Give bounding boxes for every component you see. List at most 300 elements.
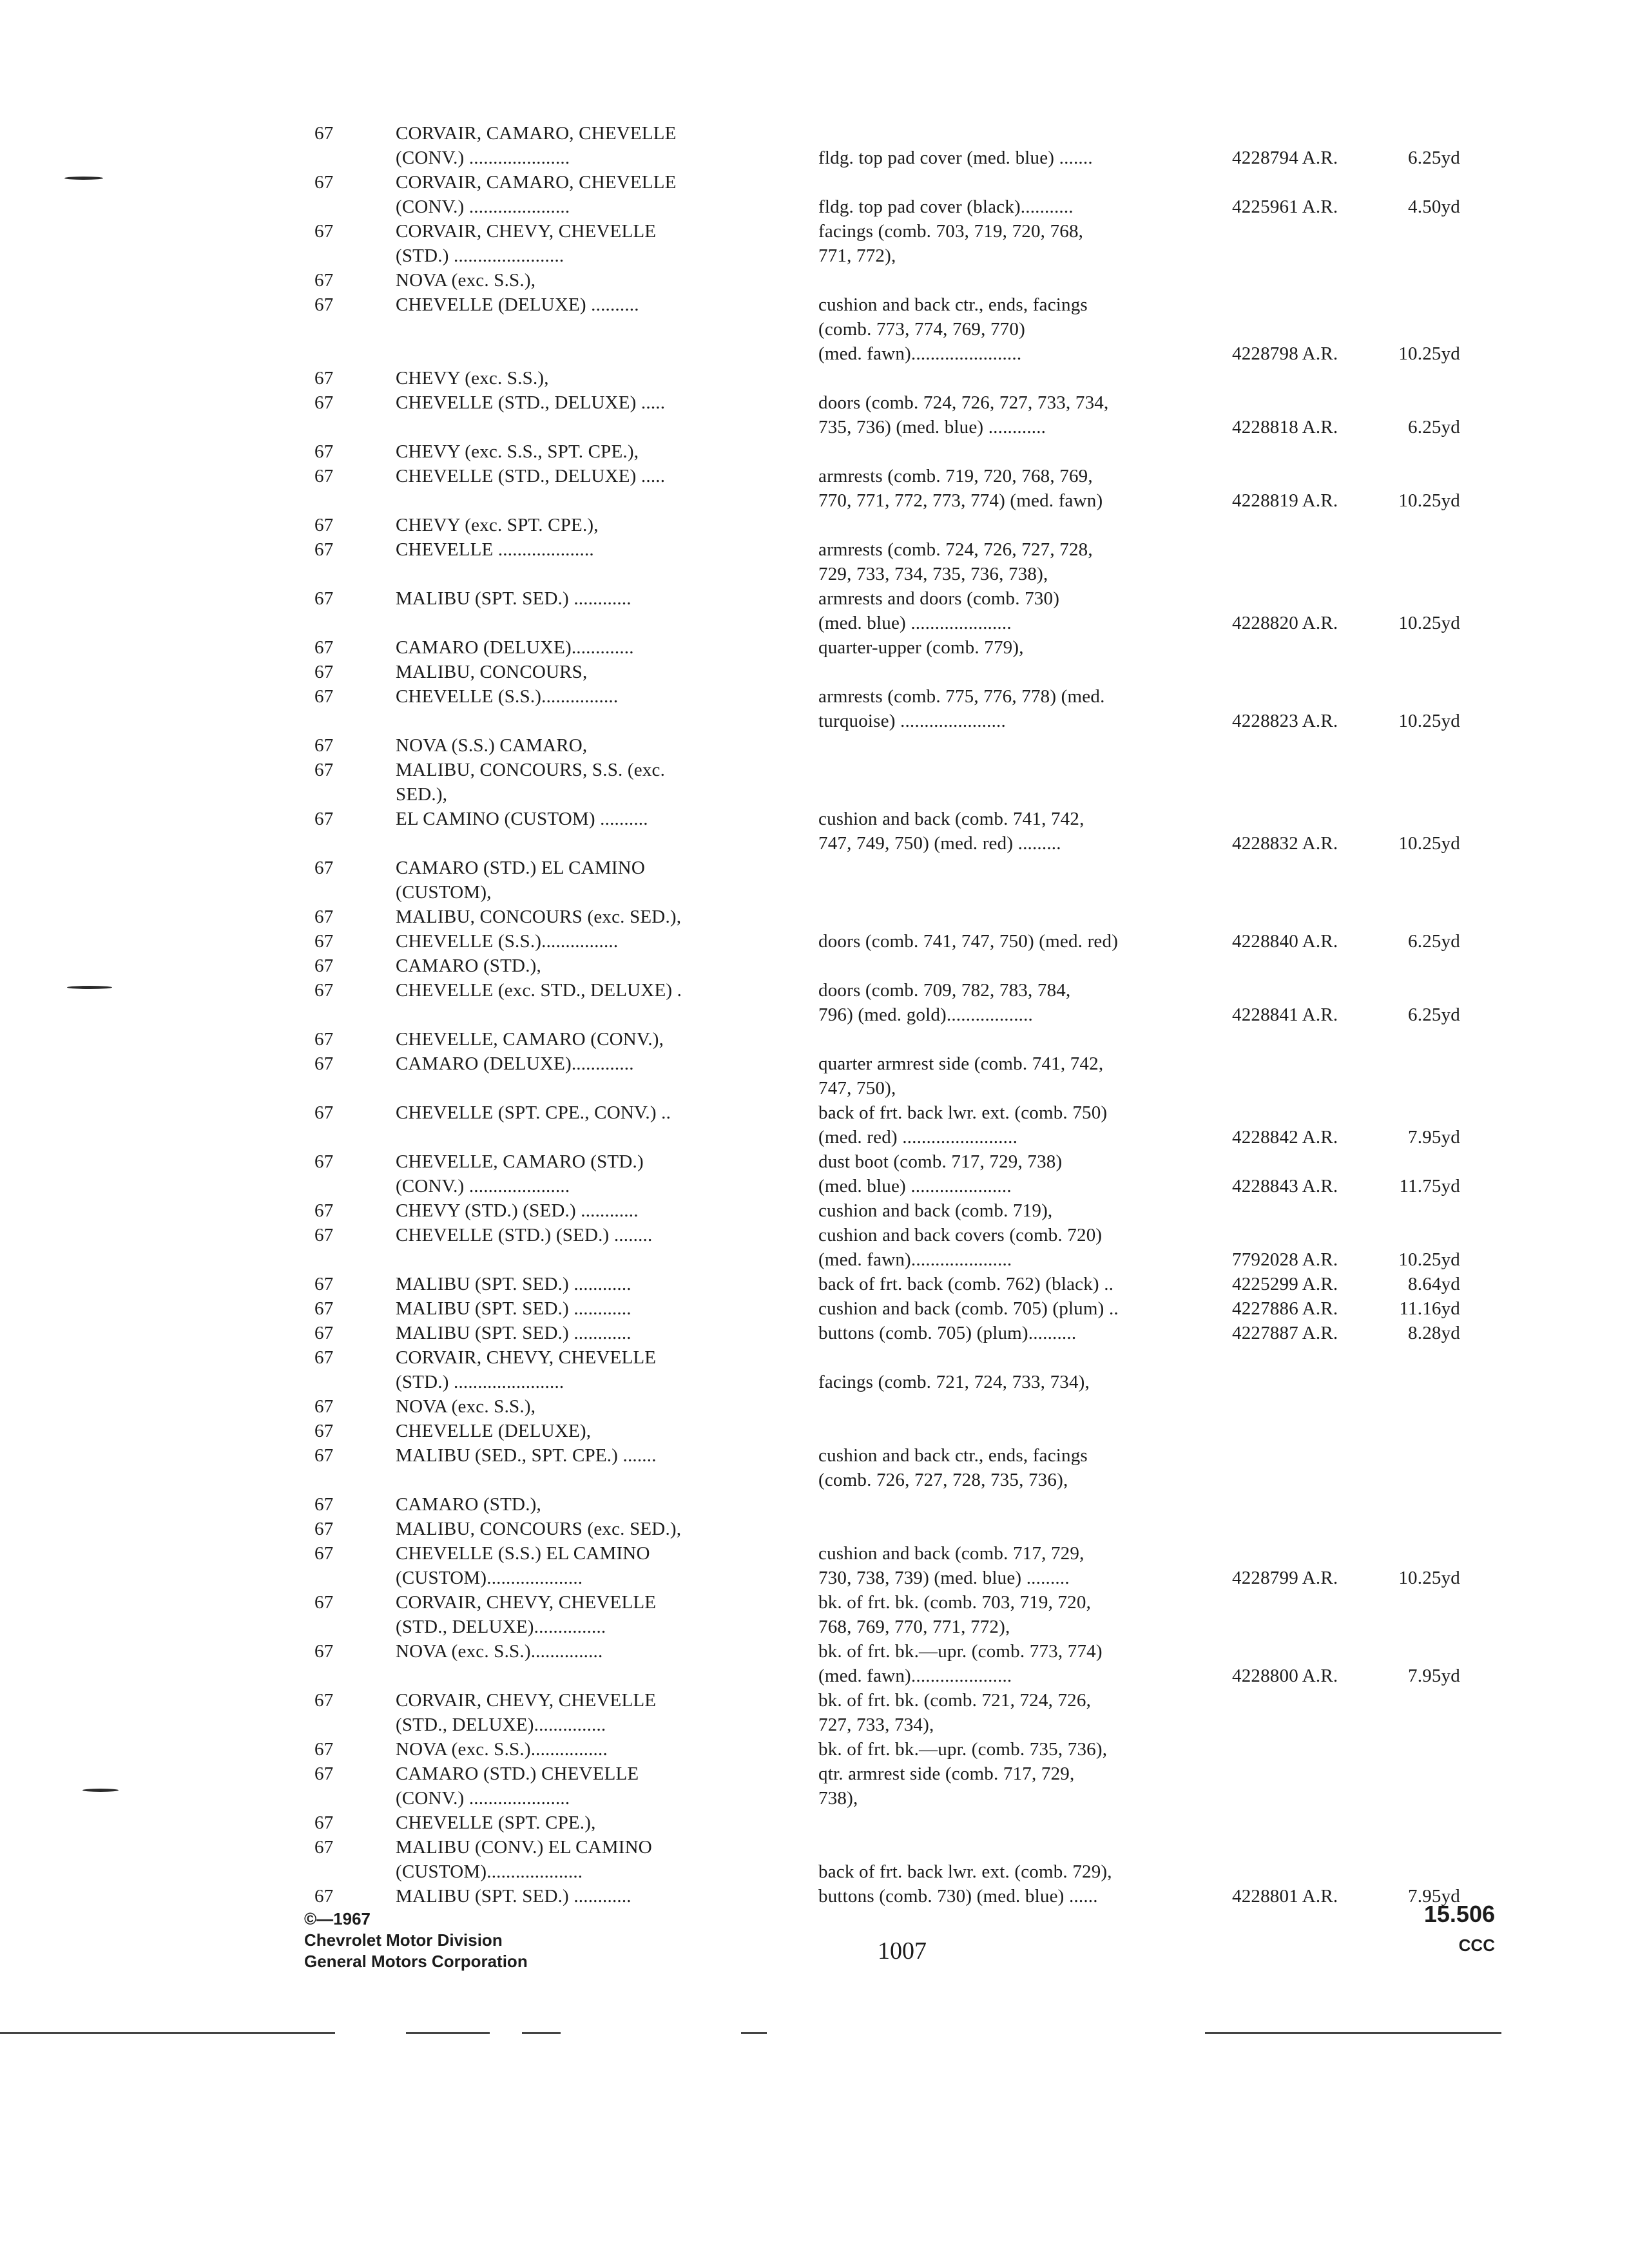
table-row <box>0 586 1629 611</box>
year-cell: 67 <box>314 1323 334 1343</box>
part-number-cell <box>1232 439 1373 464</box>
part-number-cell: 4228841 A.R. <box>1232 1004 1338 1025</box>
model-cell: CAMARO (DELUXE)............. <box>396 637 634 658</box>
part-number-cell <box>1232 1443 1373 1468</box>
table-row <box>0 366 1629 390</box>
model-cell: EL CAMINO (CUSTOM) .......... <box>396 809 648 829</box>
part-number-cell: 4228800 A.R. <box>1232 1666 1338 1686</box>
table-row <box>0 1615 1629 1639</box>
model-cell: CORVAIR, CHEVY, CHEVELLE <box>396 1592 657 1613</box>
year-cell <box>314 1003 353 1027</box>
description-cell: (med. fawn)....................... <box>818 343 1022 364</box>
part-number-cell: 4225299 A.R. <box>1232 1274 1338 1294</box>
model-cell: MALIBU, CONCOURS, <box>396 662 588 682</box>
description-cell: back of frt. back lwr. ext. (comb. 750) <box>818 1102 1108 1123</box>
year-cell: 67 <box>314 368 334 389</box>
quantity-cell <box>1373 905 1460 929</box>
model-cell: (CONV.) ..................... <box>396 1788 570 1809</box>
part-number-cell <box>1232 1615 1373 1639</box>
description-cell <box>818 268 1218 293</box>
year-cell: 67 <box>314 392 334 413</box>
section-code: CCC <box>1458 1936 1495 1955</box>
table-row <box>0 880 1629 905</box>
description-cell: 770, 771, 772, 773, 774) (med. fawn) <box>818 490 1103 511</box>
description-cell: 771, 772), <box>818 245 896 266</box>
table-row <box>0 1517 1629 1541</box>
part-number-cell <box>1232 733 1373 758</box>
table-row <box>0 1713 1629 1737</box>
model-cell: CAMARO (STD.) CHEVELLE <box>396 1763 639 1784</box>
year-cell <box>314 244 353 268</box>
model-cell: CAMARO (STD.), <box>396 956 541 976</box>
model-cell: CHEVELLE (STD., DELUXE) ..... <box>396 392 666 413</box>
year-cell: 67 <box>314 1274 334 1294</box>
quantity-cell <box>1373 954 1460 978</box>
quantity-cell: 7.95yd <box>1408 1666 1460 1686</box>
year-cell: 67 <box>314 1421 334 1441</box>
quantity-cell <box>1373 317 1460 341</box>
year-cell <box>314 1664 353 1688</box>
quantity-cell: 6.25yd <box>1408 417 1460 437</box>
description-cell: (comb. 773, 774, 769, 770) <box>818 319 1025 340</box>
model-cell: (STD., DELUXE)............... <box>396 1715 606 1735</box>
year-cell <box>314 1125 353 1149</box>
part-number-cell <box>1232 1149 1373 1174</box>
table-row <box>0 1468 1629 1492</box>
quantity-cell <box>1373 1443 1460 1468</box>
part-number-cell <box>1232 1492 1373 1517</box>
year-cell <box>314 488 353 513</box>
year-cell <box>314 1247 353 1272</box>
description-cell: 768, 769, 770, 771, 772), <box>818 1617 1010 1637</box>
year-cell: 67 <box>314 1347 334 1368</box>
quantity-cell <box>1373 1517 1460 1541</box>
model-cell: CAMARO (STD.), <box>396 1494 541 1515</box>
description-cell <box>818 1394 1218 1419</box>
table-row <box>0 1664 1629 1688</box>
part-number-cell <box>1232 121 1373 146</box>
year-cell: 67 <box>314 1225 334 1245</box>
part-number-cell: 4228794 A.R. <box>1232 148 1338 168</box>
quantity-cell <box>1373 244 1460 268</box>
quantity-cell: 10.25yd <box>1398 1249 1460 1270</box>
quantity-cell <box>1373 978 1460 1003</box>
model-cell <box>396 317 769 341</box>
quantity-cell <box>1373 464 1460 488</box>
quantity-cell <box>1373 1370 1460 1394</box>
quantity-cell: 10.25yd <box>1398 613 1460 633</box>
part-number-cell: 4227886 A.R. <box>1232 1298 1338 1319</box>
model-cell: (CONV.) ..................... <box>396 197 570 217</box>
part-number-cell <box>1232 1076 1373 1100</box>
description-cell: quarter-upper (comb. 779), <box>818 637 1024 658</box>
quantity-cell: 10.25yd <box>1398 1568 1460 1588</box>
table-row <box>0 831 1629 856</box>
model-cell: CHEVELLE (S.S.) EL CAMINO <box>396 1543 650 1564</box>
description-cell: buttons (comb. 705) (plum).......... <box>818 1323 1077 1343</box>
part-number-cell <box>1232 758 1373 782</box>
quantity-cell <box>1373 1639 1460 1664</box>
page-number: 1007 <box>878 1937 927 1965</box>
table-row <box>0 1590 1629 1615</box>
quantity-cell <box>1373 1786 1460 1811</box>
quantity-cell <box>1373 537 1460 562</box>
description-cell <box>818 1517 1218 1541</box>
part-number-cell <box>1232 1713 1373 1737</box>
part-number-cell <box>1232 293 1373 317</box>
year-cell: 67 <box>314 686 334 707</box>
quantity-cell: 11.75yd <box>1399 1176 1460 1196</box>
part-number-cell <box>1232 244 1373 268</box>
part-number-cell <box>1232 1394 1373 1419</box>
model-cell: (STD.) ....................... <box>396 245 564 266</box>
part-number-cell <box>1232 954 1373 978</box>
model-cell <box>396 488 769 513</box>
part-number-cell <box>1232 880 1373 905</box>
description-cell: (med. fawn)..................... <box>818 1666 1012 1686</box>
model-cell: CHEVELLE, CAMARO (CONV.), <box>396 1029 664 1050</box>
quantity-cell <box>1373 1541 1460 1566</box>
year-cell: 67 <box>314 588 334 609</box>
year-cell: 67 <box>314 1151 334 1172</box>
model-cell: MALIBU (SPT. SED.) ............ <box>396 1274 631 1294</box>
quantity-cell <box>1373 586 1460 611</box>
description-cell: fldg. top pad cover (black)........... <box>818 197 1074 217</box>
part-number-cell <box>1232 782 1373 807</box>
description-cell: 730, 738, 739) (med. blue) ......... <box>818 1568 1070 1588</box>
quantity-cell: 7.95yd <box>1408 1886 1460 1907</box>
quantity-cell: 7.95yd <box>1408 1127 1460 1148</box>
quantity-cell <box>1373 856 1460 880</box>
table-row <box>0 1052 1629 1076</box>
model-cell <box>396 415 769 439</box>
year-cell: 67 <box>314 1200 334 1221</box>
part-number-cell <box>1232 1419 1373 1443</box>
description-cell: back of frt. back lwr. ext. (comb. 729), <box>818 1861 1112 1882</box>
table-row <box>0 1786 1629 1811</box>
quantity-cell <box>1373 1492 1460 1517</box>
table-row <box>0 1443 1629 1468</box>
quantity-cell: 6.25yd <box>1408 931 1460 952</box>
description-cell <box>818 1835 1218 1860</box>
description-cell: bk. of frt. bk. (comb. 703, 719, 720, <box>818 1592 1092 1613</box>
part-number-cell <box>1232 366 1373 390</box>
description-cell <box>818 513 1218 537</box>
part-number-cell: 4228842 A.R. <box>1232 1127 1338 1148</box>
year-cell <box>314 317 353 341</box>
year-cell <box>314 611 353 635</box>
description-cell: cushion and back (comb. 741, 742, <box>818 809 1084 829</box>
model-cell: MALIBU, CONCOURS (exc. SED.), <box>396 907 682 927</box>
year-cell: 67 <box>314 1445 334 1466</box>
model-cell: CHEVELLE, CAMARO (STD.) <box>396 1151 644 1172</box>
part-number-cell <box>1232 562 1373 586</box>
year-cell <box>314 709 353 733</box>
quantity-cell <box>1373 1100 1460 1125</box>
table-row <box>0 439 1629 464</box>
table-row <box>0 1688 1629 1713</box>
table-row <box>0 782 1629 807</box>
model-cell <box>396 1076 769 1100</box>
part-number-cell <box>1232 905 1373 929</box>
table-row <box>0 1125 1629 1149</box>
table-row <box>0 1296 1629 1321</box>
model-cell <box>396 1003 769 1027</box>
table-row <box>0 1860 1629 1884</box>
part-number-cell <box>1232 1835 1373 1860</box>
quantity-cell <box>1373 1419 1460 1443</box>
year-cell: 67 <box>314 1763 334 1784</box>
description-cell: 747, 750), <box>818 1078 896 1099</box>
description-cell: doors (comb. 724, 726, 727, 733, 734, <box>818 392 1109 413</box>
quantity-cell <box>1373 1811 1460 1835</box>
model-cell: CHEVELLE (S.S.)................ <box>396 686 619 707</box>
part-number-cell <box>1232 1762 1373 1786</box>
model-cell: NOVA (exc. S.S.), <box>396 1396 536 1417</box>
table-row <box>0 170 1629 195</box>
year-cell: 67 <box>314 735 334 756</box>
description-cell <box>818 1811 1218 1835</box>
quantity-cell: 10.25yd <box>1398 490 1460 511</box>
quantity-cell <box>1373 121 1460 146</box>
year-cell <box>314 415 353 439</box>
table-row <box>0 1100 1629 1125</box>
model-cell: (CONV.) ..................... <box>396 1176 570 1196</box>
table-row <box>0 562 1629 586</box>
description-cell: (med. blue) ..................... <box>818 1176 1012 1196</box>
quantity-cell <box>1373 170 1460 195</box>
table-row <box>0 415 1629 439</box>
year-cell: 67 <box>314 809 334 829</box>
model-cell: MALIBU, CONCOURS (exc. SED.), <box>396 1519 682 1539</box>
quantity-cell <box>1373 268 1460 293</box>
model-cell: NOVA (exc. S.S.)................ <box>396 1739 608 1760</box>
year-cell: 67 <box>314 1641 334 1662</box>
year-cell: 67 <box>314 662 334 682</box>
quantity-cell <box>1373 1713 1460 1737</box>
quantity-cell <box>1373 1149 1460 1174</box>
quantity-cell <box>1373 733 1460 758</box>
model-cell: (CUSTOM), <box>396 882 492 903</box>
description-cell <box>818 733 1218 758</box>
year-cell: 67 <box>314 1592 334 1613</box>
table-row <box>0 1884 1629 1908</box>
table-row <box>0 121 1629 146</box>
description-cell: bk. of frt. bk.—upr. (comb. 773, 774) <box>818 1641 1103 1662</box>
model-cell: CHEVELLE (DELUXE) .......... <box>396 294 639 315</box>
model-cell: (CONV.) ..................... <box>396 148 570 168</box>
year-cell <box>314 1786 353 1811</box>
table-row <box>0 1247 1629 1272</box>
bottom-rule <box>522 2032 561 2034</box>
model-cell: CHEVY (exc. S.S., SPT. CPE.), <box>396 441 639 462</box>
model-cell: CHEVELLE (SPT. CPE.), <box>396 1812 596 1833</box>
model-cell <box>396 709 769 733</box>
year-cell: 67 <box>314 539 334 560</box>
description-cell: (med. blue) ..................... <box>818 613 1012 633</box>
part-number-cell: 4228819 A.R. <box>1232 490 1338 511</box>
year-cell <box>314 1174 353 1198</box>
year-cell <box>314 1566 353 1590</box>
description-cell <box>818 1419 1218 1443</box>
part-number-cell <box>1232 978 1373 1003</box>
division-line: Chevrolet Motor Division <box>304 1930 503 1950</box>
quantity-cell <box>1373 1737 1460 1762</box>
model-cell: MALIBU (SPT. SED.) ............ <box>396 1886 631 1907</box>
table-row <box>0 1174 1629 1198</box>
description-cell: dust boot (comb. 717, 729, 738) <box>818 1151 1063 1172</box>
part-number-cell <box>1232 390 1373 415</box>
table-row <box>0 1370 1629 1394</box>
table-row <box>0 390 1629 415</box>
description-cell <box>818 366 1218 390</box>
model-cell: CHEVY (STD.) (SED.) ............ <box>396 1200 639 1221</box>
part-number-cell: 4228820 A.R. <box>1232 613 1338 633</box>
model-cell: MALIBU (SED., SPT. CPE.) ....... <box>396 1445 657 1466</box>
description-cell: 735, 736) (med. blue) ............ <box>818 417 1046 437</box>
description-cell <box>818 439 1218 464</box>
table-row <box>0 1394 1629 1419</box>
parts-table <box>0 121 1629 1908</box>
year-cell: 67 <box>314 1837 334 1858</box>
table-row <box>0 1149 1629 1174</box>
copyright-line: ©—1967 <box>304 1909 371 1928</box>
part-number-cell <box>1232 1100 1373 1125</box>
quantity-cell <box>1373 562 1460 586</box>
table-row <box>0 293 1629 317</box>
year-cell <box>314 562 353 586</box>
description-cell: cushion and back ctr., ends, facings <box>818 1445 1088 1466</box>
table-row <box>0 1076 1629 1100</box>
table-row <box>0 1835 1629 1860</box>
quantity-cell <box>1373 293 1460 317</box>
model-cell: NOVA (exc. S.S.), <box>396 270 536 291</box>
quantity-cell <box>1373 1835 1460 1860</box>
part-number-cell: 4228818 A.R. <box>1232 417 1338 437</box>
year-cell: 67 <box>314 760 334 780</box>
part-number-cell: 4228823 A.R. <box>1232 711 1338 731</box>
description-cell: back of frt. back (comb. 762) (black) .. <box>818 1274 1114 1294</box>
quantity-cell <box>1373 1345 1460 1370</box>
model-cell: (CUSTOM).................... <box>396 1861 583 1882</box>
description-cell <box>818 1492 1218 1517</box>
model-cell: CHEVELLE (DELUXE), <box>396 1421 592 1441</box>
description-cell: turquoise) ...................... <box>818 711 1006 731</box>
model-cell: CHEVELLE .................... <box>396 539 594 560</box>
year-cell: 67 <box>314 221 334 242</box>
table-row <box>0 244 1629 268</box>
year-cell: 67 <box>314 1543 334 1564</box>
year-cell <box>314 782 353 807</box>
model-cell: NOVA (S.S.) CAMARO, <box>396 735 588 756</box>
description-cell: 727, 733, 734), <box>818 1715 934 1735</box>
description-cell <box>818 856 1218 880</box>
part-number-cell <box>1232 1688 1373 1713</box>
table-row <box>0 1419 1629 1443</box>
part-number-cell: 7792028 A.R. <box>1232 1249 1338 1270</box>
bottom-rule <box>406 2032 490 2034</box>
part-number-cell <box>1232 170 1373 195</box>
description-cell <box>818 1027 1218 1052</box>
description-cell: facings (comb. 703, 719, 720, 768, <box>818 221 1084 242</box>
table-row <box>0 807 1629 831</box>
model-cell <box>396 341 769 366</box>
quantity-cell <box>1373 366 1460 390</box>
model-cell: (STD.) ....................... <box>396 1372 564 1392</box>
description-cell <box>818 782 1218 807</box>
model-cell <box>396 1468 769 1492</box>
part-number-cell <box>1232 1639 1373 1664</box>
table-row <box>0 488 1629 513</box>
table-row <box>0 709 1629 733</box>
quantity-cell <box>1373 1468 1460 1492</box>
part-number-cell <box>1232 1811 1373 1835</box>
quantity-cell: 8.28yd <box>1408 1323 1460 1343</box>
description-cell: (med. fawn)..................... <box>818 1249 1012 1270</box>
part-number-cell: 4228798 A.R. <box>1232 343 1338 364</box>
quantity-cell <box>1373 635 1460 660</box>
model-cell: SED.), <box>396 784 448 805</box>
year-cell: 67 <box>314 441 334 462</box>
model-cell: MALIBU, CONCOURS, S.S. (exc. <box>396 760 666 780</box>
year-cell: 67 <box>314 1029 334 1050</box>
quantity-cell <box>1373 1615 1460 1639</box>
part-number-cell <box>1232 1052 1373 1076</box>
year-cell: 67 <box>314 1690 334 1711</box>
quantity-cell <box>1373 439 1460 464</box>
quantity-cell <box>1373 1590 1460 1615</box>
table-row <box>0 1762 1629 1786</box>
quantity-cell: 6.25yd <box>1408 1004 1460 1025</box>
quantity-cell <box>1373 880 1460 905</box>
quantity-cell: 10.25yd <box>1398 711 1460 731</box>
quantity-cell <box>1373 782 1460 807</box>
table-row <box>0 513 1629 537</box>
model-cell <box>396 1247 769 1272</box>
description-cell: cushion and back covers (comb. 720) <box>818 1225 1103 1245</box>
model-cell: CHEVELLE (S.S.)................ <box>396 931 619 952</box>
table-row <box>0 1272 1629 1296</box>
description-cell: doors (comb. 709, 782, 783, 784, <box>818 980 1071 1001</box>
description-cell: 796) (med. gold).................. <box>818 1004 1034 1025</box>
model-cell: (CUSTOM).................... <box>396 1568 583 1588</box>
year-cell <box>314 146 353 170</box>
part-number-cell: 4228832 A.R. <box>1232 833 1338 854</box>
description-cell: cushion and back ctr., ends, facings <box>818 294 1088 315</box>
description-cell <box>818 121 1218 146</box>
part-number-cell <box>1232 1517 1373 1541</box>
year-cell <box>314 341 353 366</box>
table-row <box>0 856 1629 880</box>
part-number-cell <box>1232 1590 1373 1615</box>
description-cell <box>818 880 1218 905</box>
model-cell <box>396 831 769 856</box>
quantity-cell <box>1373 1860 1460 1884</box>
description-cell: qtr. armrest side (comb. 717, 729, <box>818 1763 1075 1784</box>
year-cell: 67 <box>314 1102 334 1123</box>
year-cell: 67 <box>314 980 334 1001</box>
quantity-cell: 11.16yd <box>1399 1298 1460 1319</box>
table-row <box>0 1492 1629 1517</box>
table-row <box>0 146 1629 170</box>
description-cell: armrests and doors (comb. 730) <box>818 588 1060 609</box>
part-number-cell <box>1232 317 1373 341</box>
description-cell <box>818 758 1218 782</box>
table-row <box>0 317 1629 341</box>
model-cell: MALIBU (SPT. SED.) ............ <box>396 1323 631 1343</box>
year-cell: 67 <box>314 123 334 144</box>
bottom-rule <box>0 2032 335 2034</box>
